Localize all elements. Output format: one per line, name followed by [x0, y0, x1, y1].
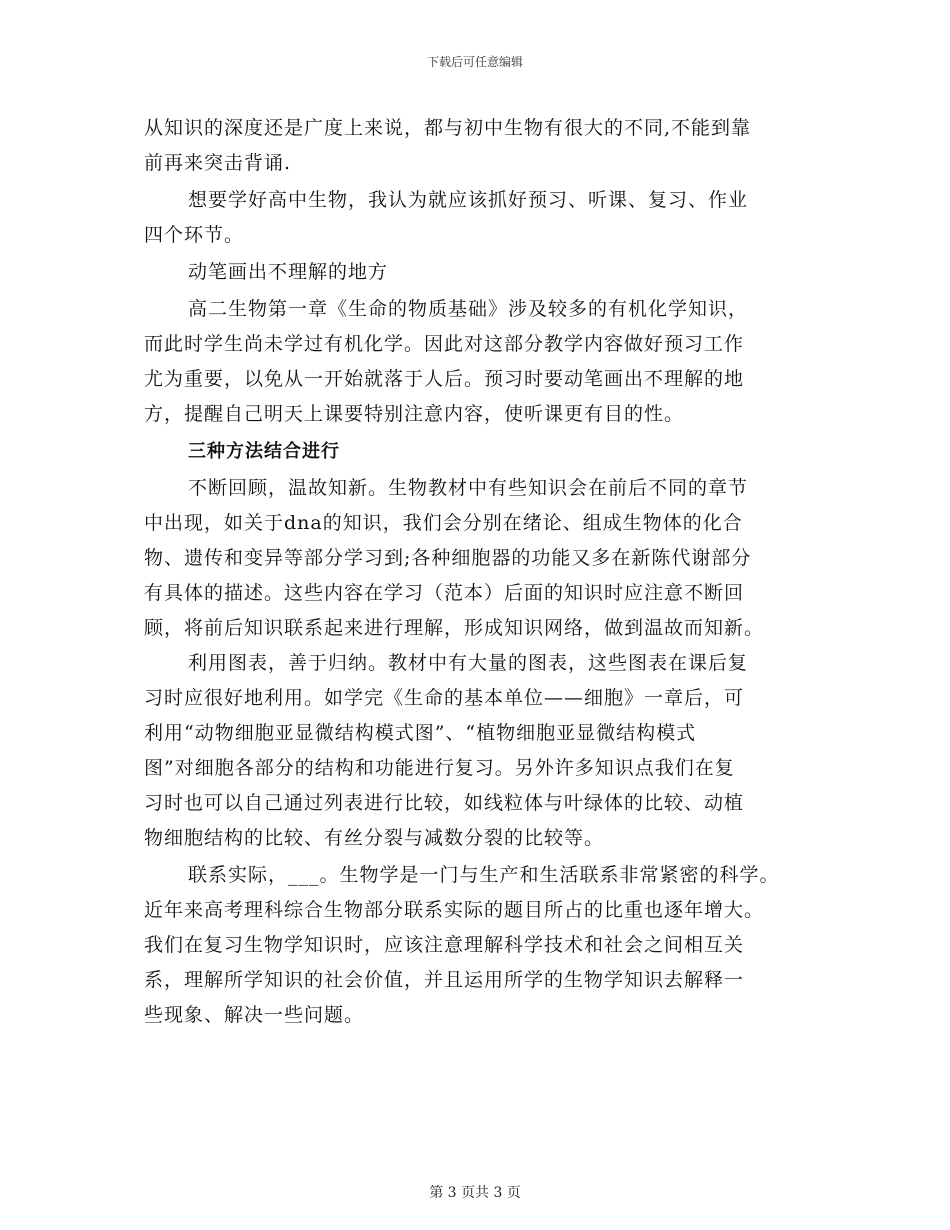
- paragraph-line: 习时也可以自己通过列表进行比较，如线粒体与叶绿体的比较、动植: [144, 792, 745, 814]
- paragraph-line: 物、遗传和变异等部分学习到;各种细胞器的功能又多在新陈代谢部分: [144, 547, 752, 569]
- paragraph-line: 习时应很好地利用。如学完《生命的基本单位——细胞》一章后，可: [144, 687, 745, 709]
- paragraph-line: 从知识的深度还是广度上来说，都与初中生物有很大的不同,不能到靠: [144, 117, 752, 139]
- paragraph-line: 想要学好高中生物，我认为就应该抓好预习、听课、复习、作业: [188, 189, 749, 211]
- paragraph-line: 中出现，如关于dna的知识，我们会分别在绪论、组成生物体的化合: [144, 512, 743, 534]
- page-header: 下载后可任意编辑: [426, 55, 523, 69]
- paragraph-line: 有具体的描述。这些内容在学习（范本）后面的知识时应注意不断回: [144, 582, 745, 604]
- paragraph-line: 系，理解所学知识的社会价值，并且运用所学的生物学知识去解释一: [144, 969, 745, 991]
- paragraph-line: 而此时学生尚未学过有机化学。因此对这部分教学内容做好预习工作: [144, 333, 745, 355]
- paragraph-line: 前再来突击背诵.: [144, 152, 292, 174]
- paragraph-line: 利用“动物细胞亚显微结构模式图”、“植物细胞亚显微结构模式: [144, 722, 697, 744]
- paragraph-line: 近年来高考理科综合生物部分联系实际的题目所占的比重也逐年增大。: [144, 899, 765, 921]
- paragraph-line: 物细胞结构的比较、有丝分裂与减数分裂的比较等。: [144, 827, 605, 849]
- paragraph-line: 四个环节。: [144, 224, 245, 246]
- paragraph-line: 些现象、解决一些问题。: [144, 1004, 365, 1026]
- paragraph-line: 我们在复习生物学知识时，应该注意理解科学技术和社会之间相互关: [144, 934, 745, 956]
- paragraph-line: 利用图表，善于归纳。教材中有大量的图表，这些图表在课后复: [188, 652, 749, 674]
- page-number: 第 3 页共 3 页: [429, 1185, 521, 1201]
- subheading-line: 动笔画出不理解的地方: [188, 261, 389, 283]
- paragraph-line: 图”对细胞各部分的结构和功能进行复习。另外许多知识点我们在复: [144, 757, 735, 779]
- section-heading: 三种方法结合进行: [188, 441, 340, 462]
- paragraph-line: 方，提醒自己明天上课要特别注意内容，使听课更有目的性。: [144, 403, 685, 425]
- paragraph-line: 不断回顾，温故知新。生物教材中有些知识会在前后不同的章节: [188, 477, 749, 499]
- document-body: [144, 111, 830, 1033]
- paragraph-line: 顾，将前后知识联系起来进行理解，形成知识网络，做到温故而知新。: [144, 617, 765, 639]
- paragraph-line: 尤为重要，以免从一开始就落于人后。预习时要动笔画出不理解的地: [144, 368, 745, 390]
- paragraph-line: 联系实际，___。生物学是一门与生产和生活联系非常紧密的科学。: [188, 864, 780, 886]
- paragraph-line: 高二生物第一章《生命的物质基础》涉及较多的有机化学知识，: [188, 298, 749, 320]
